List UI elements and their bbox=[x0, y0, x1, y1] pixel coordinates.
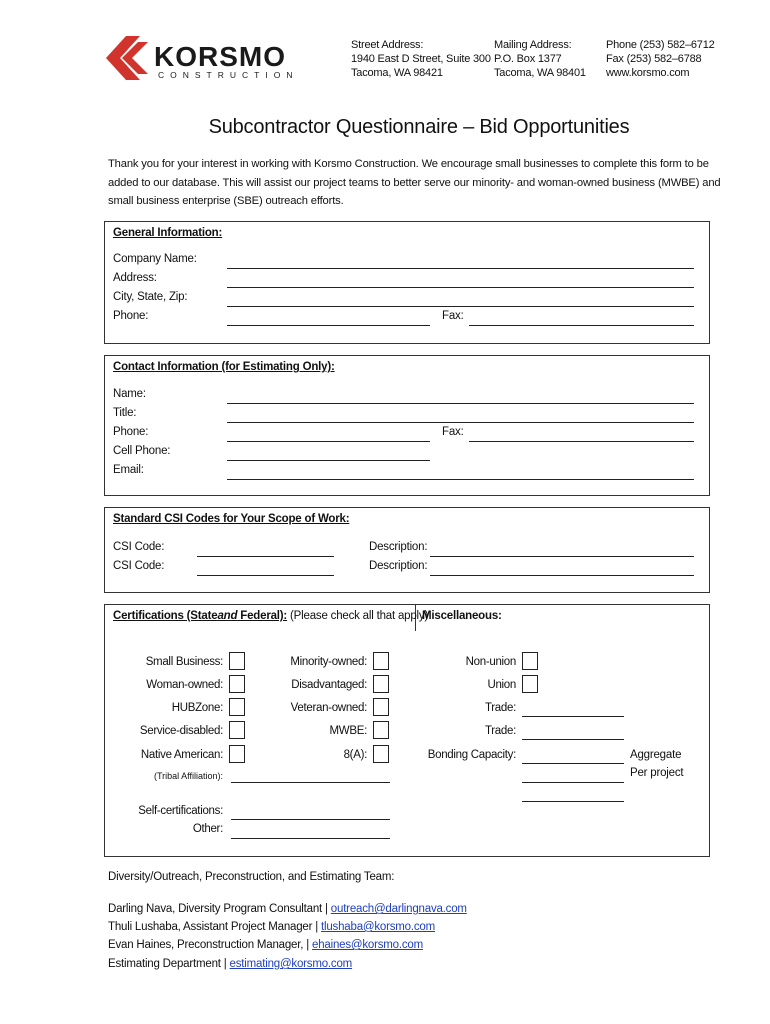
other-field[interactable] bbox=[231, 838, 390, 839]
mailing-heading: Mailing Address: bbox=[494, 39, 572, 51]
fax-label: Fax: bbox=[442, 310, 464, 322]
8a-checkbox[interactable] bbox=[373, 745, 389, 763]
small-business-checkbox[interactable] bbox=[229, 652, 245, 670]
minority-owned-checkbox[interactable] bbox=[373, 652, 389, 670]
csi-code-field-1[interactable] bbox=[197, 556, 334, 557]
service-disabled-label: Service-disabled: bbox=[139, 725, 223, 737]
phone-block bbox=[606, 38, 715, 80]
csi-codes-section bbox=[104, 507, 710, 593]
aggregate-label: Aggregate bbox=[630, 749, 682, 761]
city-state-zip-field[interactable] bbox=[227, 306, 694, 307]
intro-line-3: small business enterprise (SBE) outreach efforts. bbox=[108, 195, 344, 207]
trade-field-2[interactable] bbox=[522, 739, 624, 740]
cert-title-note: (Please check all that apply) bbox=[287, 610, 429, 622]
small-business-label: Small Business: bbox=[145, 656, 223, 668]
header-fax: Fax (253) 582–6788 bbox=[606, 53, 702, 65]
native-american-checkbox[interactable] bbox=[229, 745, 245, 763]
csi-code-label-1: CSI Code: bbox=[113, 541, 165, 553]
description-field-1[interactable] bbox=[430, 556, 694, 557]
contact-title-field[interactable] bbox=[227, 422, 694, 423]
tribal-affiliation-label: (Tribal Affiliation): bbox=[153, 771, 223, 781]
trade-field-1[interactable] bbox=[522, 716, 624, 717]
contact-info-section bbox=[104, 355, 710, 496]
mwbe-checkbox[interactable] bbox=[373, 721, 389, 739]
description-label-1: Description: bbox=[369, 541, 428, 553]
contact-name-label: Name: bbox=[113, 388, 146, 400]
union-label: Union bbox=[487, 679, 516, 691]
per-project-label: Per project bbox=[630, 767, 684, 779]
team-contact-4 bbox=[108, 955, 352, 974]
company-logo bbox=[104, 36, 299, 82]
misc-title: Miscellaneous: bbox=[422, 610, 502, 622]
non-union-label: Non-union bbox=[465, 656, 516, 668]
native-american-label: Native American: bbox=[140, 749, 223, 761]
team-contact-1 bbox=[108, 900, 467, 919]
mailing-address-block bbox=[494, 38, 586, 80]
veteran-owned-label: Veteran-owned: bbox=[290, 702, 367, 714]
self-certifications-field[interactable] bbox=[231, 819, 390, 820]
8a-label: 8(A): bbox=[343, 749, 367, 761]
phone-label: Phone: bbox=[113, 310, 149, 322]
page-title: Subcontractor Questionnaire – Bid Opportunities bbox=[208, 116, 630, 138]
hubzone-checkbox[interactable] bbox=[229, 698, 245, 716]
korsmo-chevron-logo-icon bbox=[104, 36, 152, 80]
team-contact-2-email-link[interactable]: tlushaba@korsmo.com bbox=[321, 921, 435, 933]
contact-fax-label: Fax: bbox=[442, 426, 464, 438]
team-contact-4-email-link[interactable]: estimating@korsmo.com bbox=[229, 958, 353, 970]
disadvantaged-label: Disadvantaged: bbox=[291, 679, 367, 691]
trade-label-2: Trade: bbox=[484, 725, 516, 737]
certifications-section bbox=[104, 604, 710, 857]
contact-name-field[interactable] bbox=[227, 403, 694, 404]
email-field[interactable] bbox=[227, 479, 694, 480]
csi-code-field-2[interactable] bbox=[197, 575, 334, 576]
other-label: Other: bbox=[192, 823, 223, 835]
bonding-capacity-label: Bonding Capacity: bbox=[427, 749, 516, 761]
mailing-line-2: Tacoma, WA 98401 bbox=[494, 67, 586, 79]
team-contact-3-text: Evan Haines, Preconstruction Manager, | bbox=[108, 939, 313, 951]
team-contact-4-text: Estimating Department | bbox=[108, 958, 230, 970]
street-line-2: Tacoma, WA 98421 bbox=[351, 67, 443, 79]
woman-owned-label: Woman-owned: bbox=[146, 679, 223, 691]
logo-subtitle: CONSTRUCTION bbox=[158, 70, 299, 80]
bonding-aggregate-field[interactable] bbox=[522, 763, 624, 764]
mailing-line-1: P.O. Box 1377 bbox=[494, 53, 562, 65]
general-info-section bbox=[104, 221, 710, 344]
team-contact-2-text: Thuli Lushaba, Assistant Project Manager | bbox=[108, 921, 322, 933]
email-label: Email: bbox=[113, 464, 144, 476]
intro-paragraph bbox=[108, 155, 721, 211]
address-label: Address: bbox=[113, 272, 157, 284]
street-address-block bbox=[351, 38, 491, 80]
team-contact-3 bbox=[108, 936, 423, 955]
non-union-checkbox[interactable] bbox=[522, 652, 538, 670]
self-certifications-label: Self-certifications: bbox=[138, 805, 223, 817]
header-phone: Phone (253) 582–6712 bbox=[606, 39, 715, 51]
street-line-1: 1940 East D Street, Suite 300 bbox=[351, 53, 491, 65]
cert-title-and: and bbox=[217, 610, 238, 622]
company-name-label: Company Name: bbox=[113, 253, 197, 265]
tribal-affiliation-field[interactable] bbox=[231, 782, 390, 783]
contact-title-label: Title: bbox=[113, 407, 137, 419]
general-info-title: General Information: bbox=[113, 227, 223, 239]
company-name-field[interactable] bbox=[227, 268, 694, 269]
cell-phone-label: Cell Phone: bbox=[113, 445, 171, 457]
disadvantaged-checkbox[interactable] bbox=[373, 675, 389, 693]
intro-line-2: added to our database. This will assist our project teams to better serve our minority- and woman-owned business (MWBE) and bbox=[108, 176, 721, 189]
description-label-2: Description: bbox=[369, 560, 428, 572]
phone-field[interactable] bbox=[227, 325, 430, 326]
team-contact-1-text: Darling Nava, Diversity Program Consultant | bbox=[108, 903, 331, 915]
mwbe-label: MWBE: bbox=[329, 725, 367, 737]
cert-title-part-b: Federal): bbox=[237, 610, 288, 622]
description-field-2[interactable] bbox=[430, 575, 694, 576]
contact-phone-label: Phone: bbox=[113, 426, 149, 438]
intro-line-1: Thank you for your interest in working with Korsmo Construction. We encourage small businesses to complete this form to be bbox=[108, 158, 709, 170]
street-heading: Street Address: bbox=[351, 39, 424, 51]
contact-info-title: Contact Information (for Estimating Only): bbox=[113, 361, 335, 373]
certifications-title bbox=[113, 610, 428, 622]
woman-owned-checkbox[interactable] bbox=[229, 675, 245, 693]
team-contact-2 bbox=[108, 918, 435, 937]
team-contact-1-email-link[interactable]: outreach@darlingnava.com bbox=[330, 903, 467, 915]
city-state-zip-label: City, State, Zip: bbox=[113, 291, 188, 303]
hubzone-label: HUBZone: bbox=[171, 702, 223, 714]
contact-phone-field[interactable] bbox=[227, 441, 430, 442]
cell-phone-field[interactable] bbox=[227, 460, 430, 461]
minority-owned-label: Minority-owned: bbox=[290, 656, 367, 668]
veteran-owned-checkbox[interactable] bbox=[373, 698, 389, 716]
header-website: www.korsmo.com bbox=[606, 67, 690, 79]
fax-field[interactable] bbox=[469, 325, 694, 326]
trade-label-1: Trade: bbox=[484, 702, 516, 714]
union-checkbox[interactable] bbox=[522, 675, 538, 693]
csi-code-label-2: CSI Code: bbox=[113, 560, 165, 572]
team-contact-3-email-link[interactable]: ehaines@korsmo.com bbox=[312, 939, 423, 951]
contact-fax-field[interactable] bbox=[469, 441, 694, 442]
team-heading: Diversity/Outreach, Preconstruction, and Estimating Team: bbox=[108, 871, 395, 883]
address-field[interactable] bbox=[227, 287, 694, 288]
bonding-extra-field[interactable] bbox=[522, 801, 624, 802]
service-disabled-checkbox[interactable] bbox=[229, 721, 245, 739]
cert-title-part-a: Certifications (State bbox=[113, 610, 218, 622]
logo-wordmark: KORSMO bbox=[154, 41, 286, 72]
bonding-per-project-field[interactable] bbox=[522, 782, 624, 783]
csi-codes-title: Standard CSI Codes for Your Scope of Work: bbox=[113, 513, 350, 525]
